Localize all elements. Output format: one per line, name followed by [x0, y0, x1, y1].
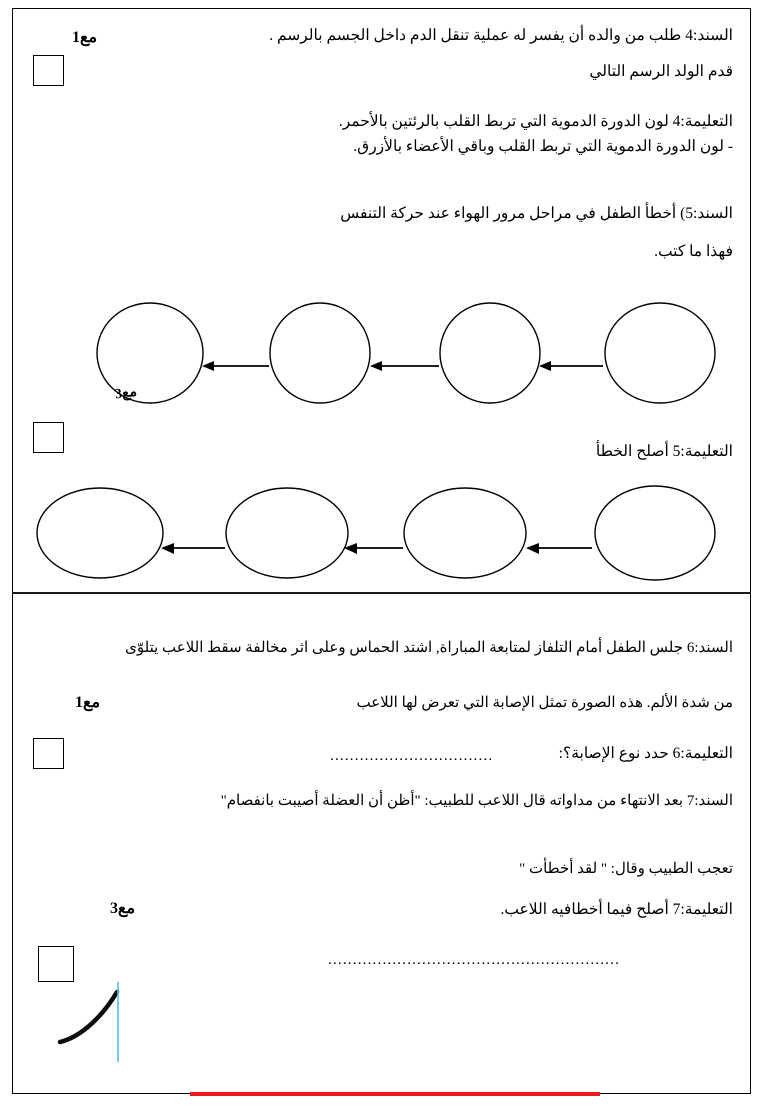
mark-label-taalima7: مع3: [110, 900, 136, 917]
taalima-7-answer-dots[interactable]: ...........................................................: [328, 952, 621, 968]
handwritten-doodle-mark: [55, 980, 185, 1070]
mark-label-diagram-top: مع3: [114, 384, 138, 403]
answer-arrow-1: [526, 543, 592, 554]
section-divider: [12, 592, 751, 594]
breathing-stages-diagram-answer: [35, 483, 725, 588]
sanad-5-line-2: فهذا ما كتب.: [654, 243, 733, 260]
bottom-red-rule: [190, 1092, 600, 1096]
sanad-5-line-1: السند:5) أخطأ الطفل في مراحل مرور الهواء عند حركة التنفس: [340, 205, 733, 222]
score-checkbox-taalima7[interactable]: [38, 946, 74, 982]
diagram-arrow-2: [370, 361, 439, 371]
answer-node-3[interactable]: [226, 488, 348, 578]
answer-node-1[interactable]: [595, 486, 715, 580]
taalima-4-line-1: التعليمة:4 لون الدورة الدموية التي تربط القلب بالرئتين بالأحمر.: [338, 113, 733, 130]
diagram-arrow-1: [539, 361, 603, 371]
taalima-7: التعليمة:7 أصلح فيما أخطافيه اللاعب.: [500, 901, 733, 918]
diagram-node-4[interactable]: [97, 303, 203, 403]
score-checkbox-sanad6[interactable]: [33, 738, 64, 769]
sanad-7-line-2: تعجب الطبيب وقال: " لقد أخطأت ": [519, 861, 733, 877]
score-checkbox-sanad4[interactable]: [33, 55, 64, 86]
sanad-4-line-2: قدم الولد الرسم التالي: [589, 63, 733, 80]
sanad-6-line-1: السند:6 جلس الطفل أمام التلفاز لمتابعة المباراة, اشتد الحماس وعلى اثر مخالفة سقط اللاعب يتلوّى: [125, 640, 733, 656]
breathing-stages-diagram-wrong: [95, 300, 735, 410]
sanad-4-line-1: السند:4 طلب من والده أن يفسر له عملية تنقل الدم داخل الجسم بالرسم .: [269, 27, 733, 44]
answer-node-4[interactable]: [37, 488, 163, 578]
taalima-6-answer-dots[interactable]: .................................: [330, 748, 494, 764]
diagram-node-2[interactable]: [440, 303, 540, 403]
score-checkbox-taalima5[interactable]: [33, 422, 64, 453]
answer-arrow-3: [161, 543, 225, 554]
doodle-stroke: [60, 992, 117, 1042]
answer-arrow-2: [344, 543, 403, 554]
diagram-arrow-3: [202, 361, 269, 371]
sanad-6-line-2: من شدة الألم. هذه الصورة تمثل الإصابة التي تعرض لها اللاعب: [356, 695, 733, 711]
answer-node-2[interactable]: [404, 488, 526, 578]
taalima-6-text: التعليمة:6 حدد نوع الإصابة؟:: [558, 745, 733, 762]
diagram-node-3[interactable]: [270, 303, 370, 403]
sanad-7-line-1: السند:7 بعد الانتهاء من مداواته قال اللاعب للطبيب: "أظن أن العضلة أصيبت بانفصام": [220, 793, 733, 809]
taalima-4-line-2: - لون الدورة الدموية التي تربط القلب وباقي الأعضاء بالأزرق.: [353, 138, 733, 155]
mark-label-sanad6: مع1: [75, 694, 101, 711]
diagram-node-1[interactable]: [605, 303, 715, 403]
taalima-5: التعليمة:5 أصلح الخطأ: [595, 443, 733, 460]
mark-label-sanad4: مع1: [72, 29, 98, 46]
